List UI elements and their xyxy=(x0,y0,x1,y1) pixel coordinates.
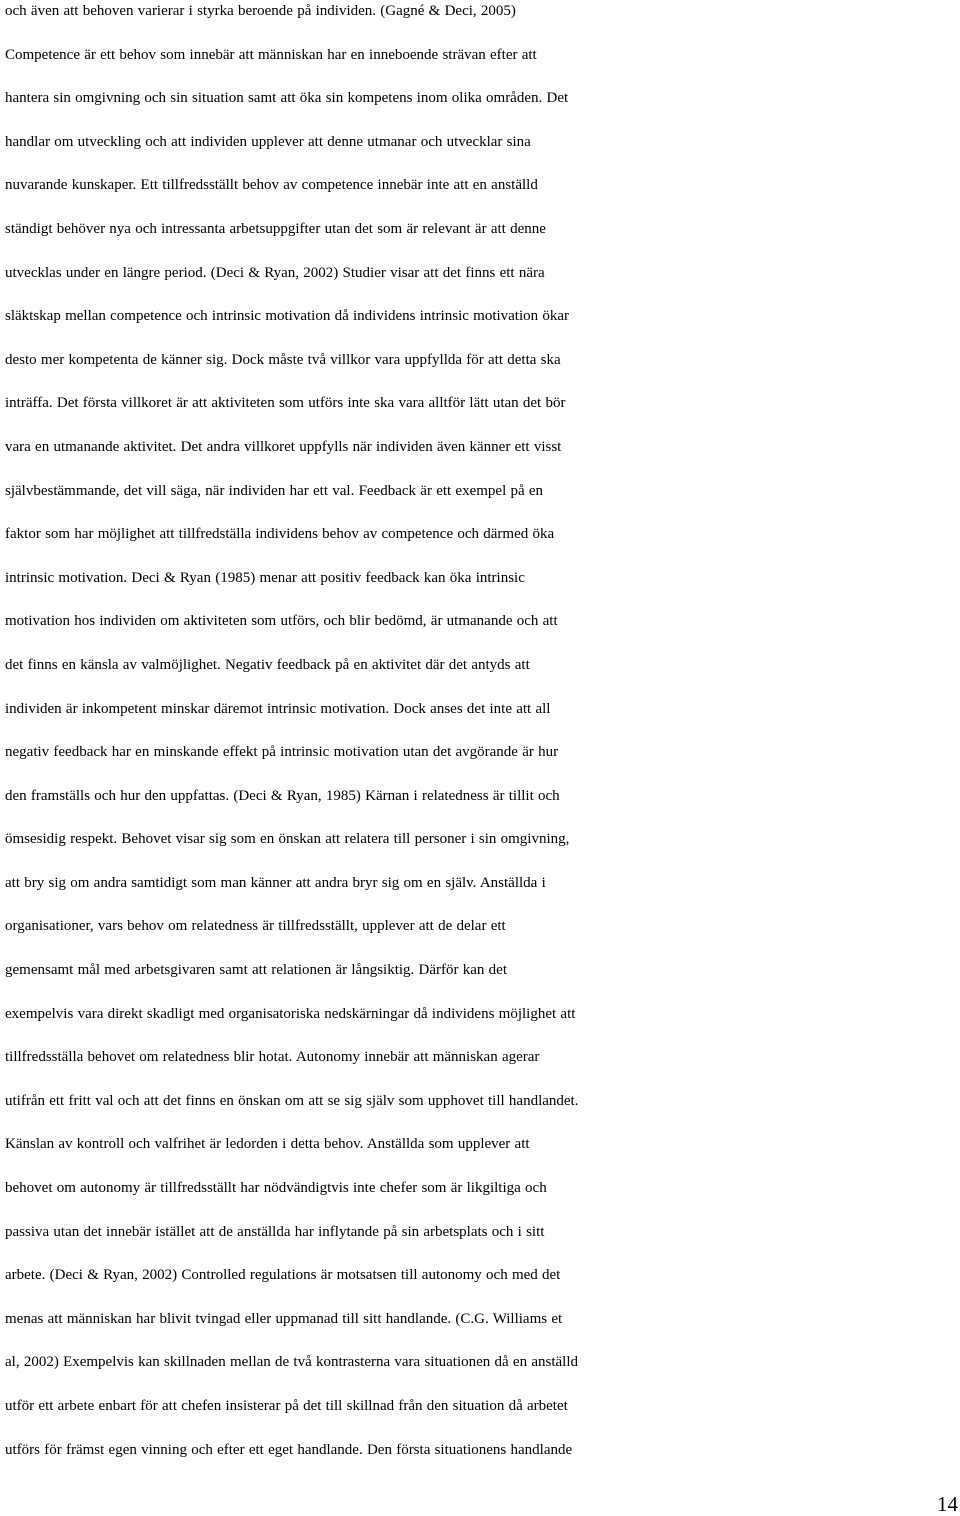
text-line: Competence är ett behov som innebär att människan har en inneboende strävan efter att xyxy=(5,46,537,63)
text-line: utvecklas under en längre period. (Deci & Ryan, 2002) Studier visar att det finns ett nära xyxy=(5,264,545,281)
text-line: hantera sin omgivning och sin situation samt att öka sin kompetens inom olika områden. Det xyxy=(5,90,569,107)
text-line: menas att människan har blivit tvingad eller uppmanad till sitt handlande. (C.G. Williams et xyxy=(5,1310,563,1327)
text-line: utför ett arbete enbart för att chefen insisterar på det till skillnad från den situation då arbetet xyxy=(5,1398,568,1414)
text-line: arbete. (Deci & Ryan, 2002) Controlled regulations är motsatsen till autonomy och med det xyxy=(5,1267,561,1284)
body-paragraph xyxy=(5,0,960,1472)
text-line: ömsesidig respekt. Behovet visar sig som en önskan att relatera till personer i sin omgivning, xyxy=(5,831,570,848)
text-line: gemensamt mål med arbetsgivaren samt att relationen är långsiktig. Därför kan det xyxy=(5,962,507,979)
text-line: tillfredsställa behovet om relatedness blir hotat. Autonomy innebär att människan agerar xyxy=(5,1049,540,1066)
text-line: att bry sig om andra samtidigt som man känner att andra bryr sig om en själv. Anställda i xyxy=(5,874,546,891)
text-line: inträffa. Det första villkoret är att aktiviteten som utförs inte ska vara alltför lätt utan det bör xyxy=(5,395,566,412)
text-line: den framställs och hur den uppfattas. (Deci & Ryan, 1985) Kärnan i relatedness är tillit och xyxy=(5,787,560,804)
text-line: och även att behoven varierar i styrka beroende på individen. (Gagné & Deci, 2005) xyxy=(5,3,516,19)
text-line: organisationer, vars behov om relatedness är tillfredsställt, upplever att de delar ett xyxy=(5,918,506,935)
text-line: behovet om autonomy är tillfredsställt har nödvändigtvis inte chefer som är likgiltiga och xyxy=(5,1180,547,1197)
text-line: det finns en känsla av valmöjlighet. Negativ feedback på en aktivitet där det antyds att xyxy=(5,656,530,673)
text-line: Känslan av kontroll och valfrihet är ledorden i detta behov. Anställda som upplever att xyxy=(5,1136,530,1153)
text-line: faktor som har möjlighet att tillfredställa individens behov av competence och därmed öka xyxy=(5,526,555,543)
text-line: vara en utmanande aktivitet. Det andra villkoret uppfylls när individen även känner ett visst xyxy=(5,438,562,455)
text-line: ständigt behöver nya och intressanta arbetsuppgifter utan det som är relevant är att denne xyxy=(5,220,546,237)
text-line: handlar om utveckling och att individen upplever att denne utmanar och utvecklar sina xyxy=(5,133,531,150)
text-line: utförs för främst egen vinning och efter ett eget handlande. Den första situationens handlande xyxy=(5,1441,573,1458)
text-line: desto mer kompetenta de känner sig. Dock måste två villkor vara uppfyllda för att detta ska xyxy=(5,351,561,368)
text-line: nuvarande kunskaper. Ett tillfredsställt behov av competence innebär inte att en anställd xyxy=(5,177,538,194)
text-line: självbestämmande, det vill säga, när individen har ett val. Feedback är ett exempel på en xyxy=(5,482,544,499)
text-line: motivation hos individen om aktiviteten som utförs, och blir bedömd, är utmanande och att xyxy=(5,613,558,630)
page-number: 14 xyxy=(937,1492,958,1516)
text-line: intrinsic motivation. Deci & Ryan (1985) menar att positiv feedback kan öka intrinsic xyxy=(5,569,525,586)
text-line: exempelvis vara direkt skadligt med organisatoriska nedskärningar då individens möjlighet att xyxy=(5,1005,576,1022)
text-line: negativ feedback har en minskande effekt på intrinsic motivation utan det avgörande är hur xyxy=(5,744,559,761)
text-line: utifrån ett fritt val och att det finns en önskan om att se sig själv som upphovet till handlandet. xyxy=(5,1092,579,1109)
text-line: släktskap mellan competence och intrinsic motivation då individens intrinsic motivation ökar xyxy=(5,308,570,325)
text-line: passiva utan det innebär istället att de anställda har inflytande på sin arbetsplats och i sitt xyxy=(5,1223,545,1240)
text-line: individen är inkompetent minskar däremot intrinsic motivation. Dock anses det inte att all xyxy=(5,700,551,717)
text-line: al, 2002) Exempelvis kan skillnaden mellan de två kontrasterna vara situationen då en anställd xyxy=(5,1354,578,1371)
